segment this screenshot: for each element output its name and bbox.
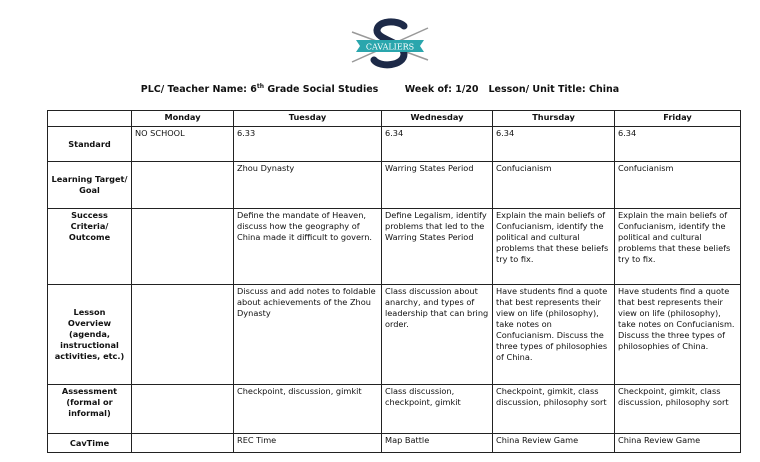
cell: NO SCHOOL (132, 127, 234, 162)
svg-text:CAVALIERS: CAVALIERS (365, 42, 415, 52)
table-row (48, 434, 741, 453)
cell: 6.34 (493, 127, 615, 162)
cell (132, 209, 234, 285)
row-header: Lesson Overview (agenda, instructional activities, etc.) (48, 285, 132, 385)
table-row (48, 385, 741, 434)
table-row (48, 285, 741, 385)
col-header (48, 111, 132, 127)
col-header-thursday: Thursday (493, 111, 615, 127)
cell: China Review Game (615, 434, 741, 453)
cell: Explain the main beliefs of Confucianism, identify the political and cultural problems that these beliefs try to fix. (493, 209, 615, 285)
cell (132, 162, 234, 209)
cell: Explain the main beliefs of Confucianism, identify the political and cultural problems that these beliefs try to fix. (615, 209, 741, 285)
cell (132, 285, 234, 385)
cell: Define the mandate of Heaven, discuss how the geography of China made it difficult to govern. (234, 209, 382, 285)
cell: Checkpoint, gimkit, class discussion, philosophy sort (493, 385, 615, 434)
cell: Confucianism (615, 162, 741, 209)
cell: Discuss and add notes to foldable about achievements of the Zhou Dynasty (234, 285, 382, 385)
row-header: Assessment (formal or informal) (48, 385, 132, 434)
table-row (48, 127, 741, 162)
lesson-plan-table (47, 110, 741, 453)
row-header: Standard (48, 127, 132, 162)
header-row (48, 111, 741, 127)
row-header: Learning Target/ Goal (48, 162, 132, 209)
row-header: Success Criteria/ Outcome (48, 209, 132, 285)
cell: Have students find a quote that best represents their view on life (philosophy), take notes on Confucianism. Discuss the three types of philosophies of China. (493, 285, 615, 385)
school-logo (350, 18, 430, 70)
cell: Warring States Period (382, 162, 493, 209)
cell: Confucianism (493, 162, 615, 209)
page-title: PLC/ Teacher Name: 6th Grade Social Studies Week of: 1/20 Lesson/ Unit Title: China (140, 83, 620, 96)
col-header-friday: Friday (615, 111, 741, 127)
col-header-tuesday: Tuesday (234, 111, 382, 127)
cell: 6.33 (234, 127, 382, 162)
cell: Zhou Dynasty (234, 162, 382, 209)
cell: Have students find a quote that best represents their view on life (philosophy), take notes on Confucianism. Discuss the three types of philosophies of China. (615, 285, 741, 385)
table-row (48, 209, 741, 285)
cell: Define Legalism, identify problems that led to the Warring States Period (382, 209, 493, 285)
cell: 6.34 (382, 127, 493, 162)
cell: Class discussion, checkpoint, gimkit (382, 385, 493, 434)
cell: China Review Game (493, 434, 615, 453)
row-header: CavTime (48, 434, 132, 453)
cell: Class discussion about anarchy, and types of leadership that can bring order. (382, 285, 493, 385)
cell: Checkpoint, discussion, gimkit (234, 385, 382, 434)
col-header-wednesday: Wednesday (382, 111, 493, 127)
col-header-monday: Monday (132, 111, 234, 127)
cell: Checkpoint, gimkit, class discussion, philosophy sort (615, 385, 741, 434)
table-row (48, 162, 741, 209)
cell (132, 385, 234, 434)
cell (132, 434, 234, 453)
cell: REC Time (234, 434, 382, 453)
cell: Map Battle (382, 434, 493, 453)
cell: 6.34 (615, 127, 741, 162)
